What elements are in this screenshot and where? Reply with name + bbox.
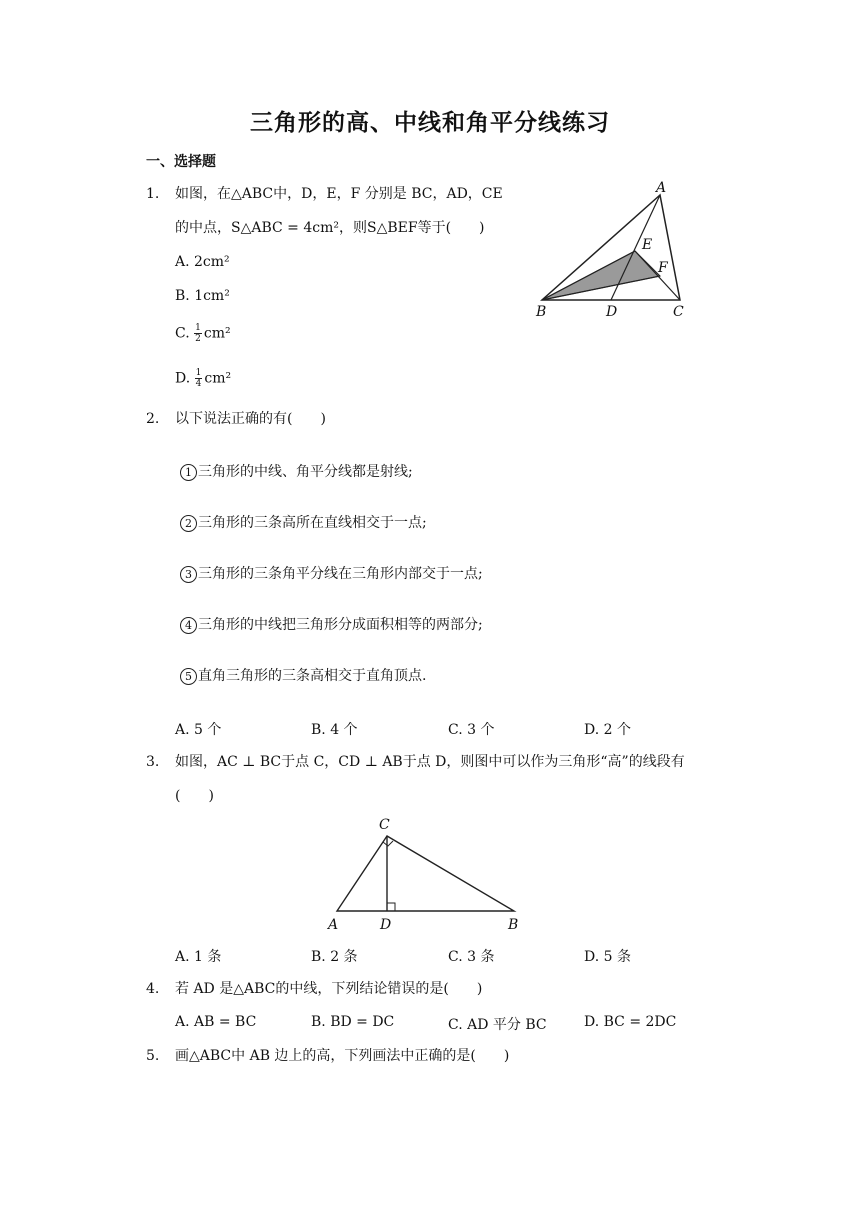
q4-option-a: A. AB = BC <box>175 1014 257 1030</box>
q1-option-c-fraction: $\frac{1}{2}$ <box>195 323 201 344</box>
q1-text-line1: 如图，在△ABC中，D，E，F 分别是 BC，AD，CE <box>175 186 503 202</box>
q4-number: 4. <box>146 981 160 997</box>
triangle-acb <box>337 836 514 911</box>
q3-option-d: D. 5 条 <box>584 949 631 965</box>
circled-number: 3 <box>180 566 197 583</box>
label-e: E <box>642 237 653 253</box>
section-heading: 一、选择题 <box>146 154 216 170</box>
q1-number: 1. <box>146 186 160 202</box>
q2-statement-4: 4 三角形的中线把三角形分成面积相等的两部分; <box>180 615 483 635</box>
label-b: B <box>508 917 519 933</box>
q3-text-line2: ( ) <box>175 788 214 804</box>
q4-option-c: C. AD 平分 BC <box>448 1017 547 1033</box>
q2-statement-3: 3 三角形的三条角平分线在三角形内部交于一点; <box>180 564 483 584</box>
q3-option-a: A. 1 条 <box>175 949 222 965</box>
q4-option-d: D. BC = 2DC <box>584 1014 677 1030</box>
right-angle-mark-c <box>383 841 393 846</box>
q1-option-d: D. $\frac{1}{4}$ cm² <box>175 368 232 389</box>
q1-text-line2: 的中点，S△ABC = 4cm²，则S△BEF等于( ) <box>175 220 485 236</box>
q2-statement-1: 1 三角形的中线、角平分线都是射线; <box>180 462 413 482</box>
page-title: 三角形的高、中线和角平分线练习 <box>250 109 610 136</box>
q1-option-a: A. 2cm² <box>175 254 230 270</box>
q1-option-d-fraction: $\frac{1}{4}$ <box>195 368 202 389</box>
circled-number: 1 <box>180 464 197 481</box>
q4-option-b: B. BD = DC <box>311 1014 395 1030</box>
q3-number: 3. <box>146 754 160 770</box>
q2-statement-5: 5 直角三角形的三条高相交于直角顶点. <box>180 666 426 686</box>
label-f: F <box>658 260 668 276</box>
q2-option-a: A. 5 个 <box>175 722 222 738</box>
label-b: B <box>536 304 547 320</box>
circled-number: 2 <box>180 515 197 532</box>
q1-option-b: B. 1cm² <box>175 288 230 304</box>
circled-number: 4 <box>180 617 197 634</box>
label-d: D <box>380 917 392 933</box>
q1-triangle-figure <box>530 178 730 323</box>
q4-text: 若 AD 是△ABC的中线，下列结论错误的是( ) <box>175 981 483 997</box>
q2-statement-2: 2 三角形的三条高所在直线相交于一点; <box>180 513 427 533</box>
q3-option-b: B. 2 条 <box>311 949 358 965</box>
q5-text: 画△ABC中 AB 边上的高，下列画法中正确的是( ) <box>175 1048 510 1064</box>
q3-text-line1: 如图，AC ⊥ BC于点 C，CD ⊥ AB于点 D，则图中可以作为三角形“高”的线段有 <box>175 754 685 770</box>
q3-right-triangle-figure <box>320 808 530 938</box>
label-a: A <box>328 917 339 933</box>
label-d: D <box>606 304 618 320</box>
q1-option-c: C. $\frac{1}{2}$ cm² <box>175 323 231 344</box>
q2-number: 2. <box>146 411 160 427</box>
label-a: A <box>656 180 667 196</box>
label-c: C <box>379 817 390 833</box>
q5-number: 5. <box>146 1048 160 1064</box>
q2-text: 以下说法正确的有( ) <box>175 411 326 427</box>
label-c: C <box>673 304 684 320</box>
q2-option-c: C. 3 个 <box>448 722 495 738</box>
circled-number: 5 <box>180 668 197 685</box>
q2-option-b: B. 4 个 <box>311 722 358 738</box>
q2-option-d: D. 2 个 <box>584 722 631 738</box>
right-angle-mark-d <box>387 903 395 911</box>
q3-option-c: C. 3 条 <box>448 949 495 965</box>
